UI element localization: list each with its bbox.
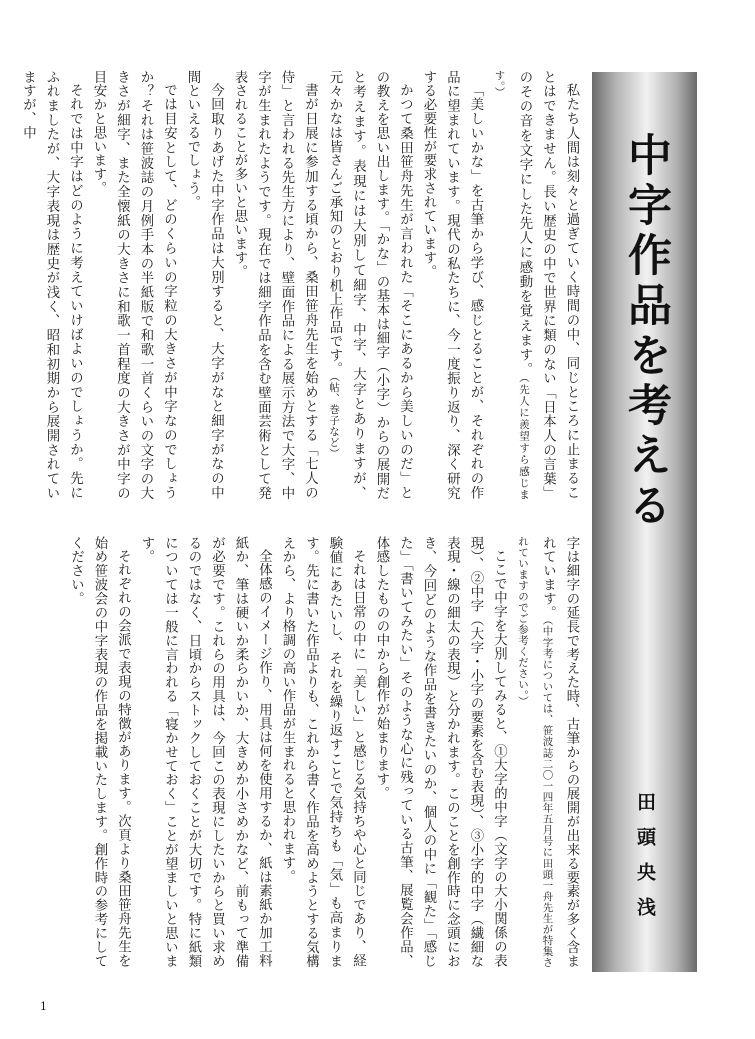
article-title: 中字作品を考える [620,132,671,532]
paragraph-text: 「美しいかな」を古筆から学び、感じとることが、それぞれの作品に望まれています。現代の私たちに、今一度振り返り、深く研究する必要性が要求されています。 [421,70,483,500]
paragraph-text: 今回取りあげた中字作品は大別すると、大字がなと細字がなの中間といえるでしょう。 [185,70,224,500]
paragraph [487,70,583,500]
paragraph [417,70,488,500]
paragraph [16,70,87,500]
page-number: 1 [40,1000,47,1013]
paragraph [276,536,370,968]
paragraph-text: 全体感のイメージ作り、用具は何を使用するか、紙は素紙か加工料紙か、筆は硬いか柔らかいか、大きめか小さめかなど、前もって準備が必要です。これらの用具は、今回この表現にしたいからと買い求めるのではなく、日頃からストックしておくことが大切です。特に紙類については一般に言われる「寝かせておく」ことが望ましいと思います。 [139,536,272,968]
paragraph [87,70,181,500]
paragraph-text: ここで中字を大別してみると、①大字的中字（文字の大小関係の表現）、②中字（大字・小字の要素を含む表現）、③小字的中字（繊細な表現・線の細太の表現）と分かれます。このことを創作時に念頭におき、今回どのような作品を書きたいのか、個人の中に「観た」「感じた」「書いてみたい」そのような心に残っている古筆、展覧会作品、体感したものの中から創作が始まります。 [374,536,507,968]
paragraph [370,536,511,968]
paragraph-text: 字は細字の延長で考えた時、古筆からの展開が出来る要素が多く含まれています。 [540,536,579,968]
paragraph-text: それでは中字はどのように考えていけばよいのでしょうか。先にふれましたが、大字表現は歴史が浅く、昭和初期から展開されていますが、中 [20,70,83,500]
paragraph-text: 書が日展に参加する頃から、桑田笹舟先生を始めとする「七人の侍」と言われる先生方により、壁面作品による展示方法で大字、中字が生まれたようです。現在では細字作品を含む壁面芸術として発表されることが多いと思います。 [232,70,318,500]
paragraph [181,70,228,500]
paragraph-note: （中字考については、笹波誌二〇一四年五月号に田頭一舟先生が特集されていますのでご参考ください。） [517,536,554,968]
paragraph-text: それは日常の中に「美しい」と感じる気持ちや心と同じであり、経験値にあたいし、それを繰り返すことで気持ちも「気」も高まります。先に書いた作品よりも、これから書く作品を高めようとする気構えから、より格調の高い作品が生まれると思われます。 [280,536,366,968]
article-body-upper [20,70,583,501]
paragraph-text: それぞれの会派で表現の特徴があります。次頁より桑田笹舟先生を始め笹波会の中字表現の作品を掲載いたします。創作時の参考にしてください。 [68,536,131,968]
title-banner [592,72,697,972]
paragraph-text: 私たち人間は刻々と過ぎていく時間の中、同じところに止まることはできません。長い歴史の中で世界に類のない「日本人の言葉」のその音を文字にした先人に感動を覚えます。 [517,70,579,500]
article-body-lower [68,536,583,968]
paragraph [511,536,584,968]
paragraph [228,70,322,500]
author-name: 田頭央浅 [634,792,656,932]
paragraph-note: （帖、巻子など） [328,375,340,459]
paragraph [64,536,135,968]
paragraph-text: かつて桑田笹舟先生が言われた「そこにあるから美しいのだ」との教えを思い出します。「かな」の基本は細字（小字）からの展開だと考えます。表現には大別して細字、中字、大字とありますが、元々かなは皆さんご承知のとおり机上作品です。 [327,70,413,500]
paragraph-note: （先人に羨望すら感じます。） [493,70,530,501]
paragraph-text: では目安として、どのくらいの字粒の大きさが中字なのでしょうか？それは笹波誌の月例手本の半紙版で和歌一首くらいの文字の大きさが細字、また全懐紙の大きさに和歌一首程度の大きさが中字の目安かと思います。 [91,70,177,500]
paragraph [322,70,417,500]
paragraph [135,536,276,968]
